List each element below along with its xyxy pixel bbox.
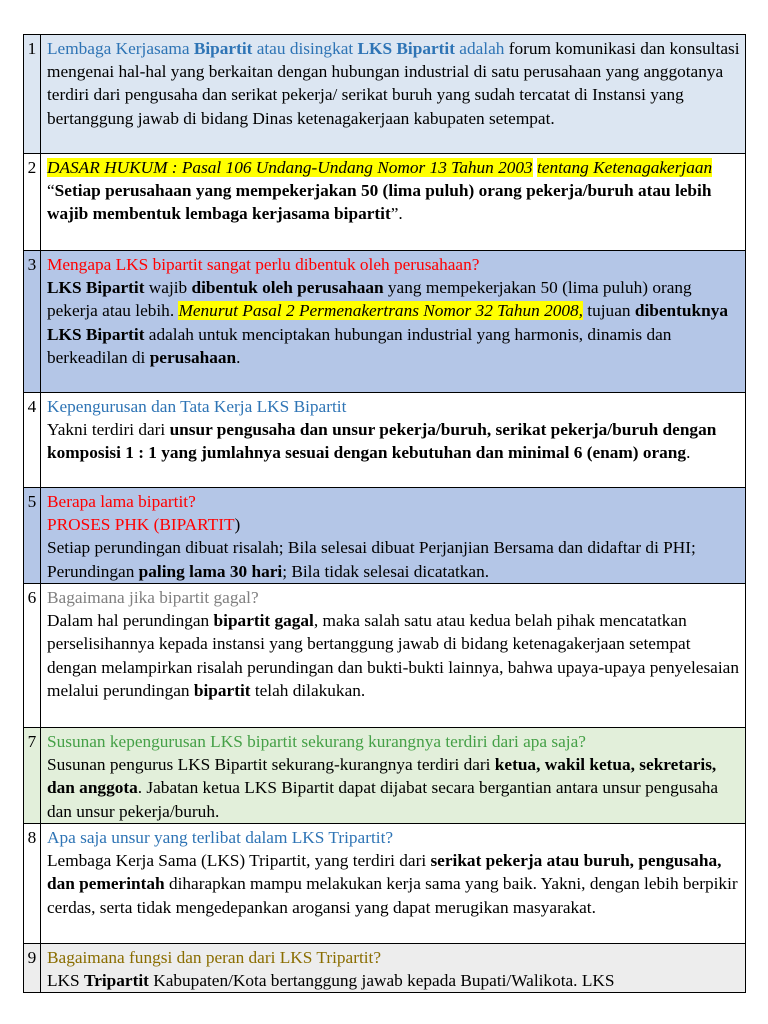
- table-row: [24, 488, 746, 584]
- row-number: 7: [24, 728, 41, 824]
- text-run: LKS Bipartit: [47, 278, 145, 298]
- row-number: 2: [24, 154, 41, 251]
- text-run: Kepengurusan dan Tata Kerja LKS Bipartit: [47, 397, 347, 416]
- text-run: . Jabatan ketua LKS Bipartit dapat dijabat secara bergantian antara unsur pengusaha dan unsur pekerja/buruh.: [47, 778, 719, 821]
- text-run: LKS: [47, 971, 84, 991]
- text-run: perusahaan: [149, 347, 237, 367]
- text-run: Bipartit: [193, 39, 253, 58]
- table-row: [24, 824, 746, 944]
- text-run: bipartit: [193, 680, 251, 700]
- row-content: [41, 488, 746, 584]
- row-number: 8: [24, 824, 41, 944]
- text-run: Tripartit: [83, 971, 149, 991]
- text-run: Apa saja unsur yang terlibat dalam LKS Tripartit?: [47, 828, 394, 847]
- text-run: yang mempekerjakan 50 (lima puluh) orang pekerja atau lebih.: [47, 278, 692, 321]
- text-run: paling lama 30 hari: [138, 561, 283, 581]
- text-run: Bagaimana jika bipartit gagal?: [47, 588, 259, 607]
- text-run: ”.: [390, 204, 403, 224]
- text-run: wajib: [144, 278, 192, 298]
- text-run: dibentuk oleh perusahaan: [191, 278, 384, 298]
- text-run: telah dilakukan.: [250, 680, 366, 700]
- row-content: [41, 944, 746, 993]
- text-run: PROSES PHK (BIPARTIT: [47, 515, 235, 535]
- table-row: [24, 35, 746, 154]
- text-run: ketua, wakil ketua, sekretaris, dan anggota: [47, 755, 717, 798]
- text-run: Dalam hal perundingan: [47, 611, 214, 631]
- row-content: [41, 35, 746, 154]
- row-number: 1: [24, 35, 41, 154]
- text-run: Kabupaten/Kota bertanggung jawab kepada Bupati/Walikota. LKS: [148, 971, 615, 991]
- table-row: [24, 251, 746, 393]
- text-run: serikat pekerja atau buruh, pengusaha, dan pemerintah: [47, 851, 722, 894]
- text-run: DASAR HUKUM : Pasal 106 Undang-Undang Nomor 13 Tahun 2003: [47, 158, 533, 177]
- row-content: [41, 584, 746, 728]
- text-run: “: [47, 181, 55, 201]
- text-run: adalah: [454, 39, 505, 58]
- text-run: forum komunikasi dan konsultasi mengenai hal-hal yang berkaitan dengan hubungan industrial di satu perusahaan yang anggotanya terdiri dari pengusaha dan serikat pekerja/ serikat buruh yang sudah tercatat di Instansi yang bertanggung jawab di bidang Dinas ketenagakerjaan kabupaten setempat.: [47, 39, 740, 128]
- text-run: Menurut Pasal 2 Permenakertrans Nomor 32 Tahun 2008,: [178, 301, 583, 321]
- row-content: [41, 251, 746, 393]
- text-run: Lembaga Kerjasama: [47, 39, 194, 58]
- text-run: , maka salah satu atau kedua belah pihak mencatatkan perselisihannya kepada instansi yang bertanggung jawab di bidang ketenagakerjaan setempat dengan melampirkan risalah perundingan dan bukti-bukti lainnya, bahwa upaya-upaya penyelesaian melalui perundingan: [47, 611, 739, 700]
- row-number: 5: [24, 488, 41, 584]
- row-number: 3: [24, 251, 41, 393]
- text-run: diharapkan mampu melakukan kerja sama yang baik. Yakni, dengan lebih berpikir cerdas, serta tidak mengedepankan arogansi yang dapat merugikan masyarakat.: [47, 874, 738, 917]
- table-row: [24, 944, 746, 993]
- table-row: [24, 154, 746, 251]
- row-number: 4: [24, 393, 41, 488]
- text-run: ): [234, 515, 241, 535]
- text-run: adalah untuk menciptakan hubungan industrial yang harmonis, dinamis dan berkeadilan di: [47, 324, 672, 367]
- text-run: dibentuknya LKS Bipartit: [47, 301, 729, 344]
- text-run: .: [686, 443, 691, 463]
- text-run: tentang Ketenagakerjaan: [536, 158, 713, 177]
- text-run: LKS Bipartit: [357, 39, 455, 58]
- text-run: Susunan kepengurusan LKS bipartit sekurang kurangnya terdiri dari apa saja?: [47, 732, 586, 751]
- text-run: Bagaimana fungsi dan peran dari LKS Tripartit?: [47, 948, 382, 967]
- table-row: [24, 393, 746, 488]
- text-run: unsur pengusaha dan unsur pekerja/buruh, serikat pekerja/buruh dengan komposisi 1 : 1 yang jumlahnya sesuai dengan kebutuhan dan minimal 6 (enam) orang: [47, 420, 717, 463]
- row-content: [41, 154, 746, 251]
- row-content: [41, 824, 746, 944]
- text-run: ; Bila tidak selesai dicatatkan.: [282, 561, 490, 581]
- row-number: 6: [24, 584, 41, 728]
- faq-table: [23, 34, 746, 993]
- text-run: Lembaga Kerja Sama (LKS) Tripartit, yang terdiri dari: [47, 851, 431, 871]
- text-run: Yakni terdiri dari: [47, 420, 170, 440]
- text-run: Berapa lama bipartit?: [47, 492, 196, 511]
- text-run: Mengapa LKS bipartit sangat perlu dibentuk oleh perusahaan?: [47, 255, 480, 274]
- text-run: atau disingkat: [252, 39, 358, 58]
- text-run: tujuan: [582, 301, 635, 321]
- table-row: [24, 584, 746, 728]
- table-row: [24, 728, 746, 824]
- text-run: .: [236, 347, 241, 367]
- row-number: 9: [24, 944, 41, 993]
- text-run: Setiap perusahaan yang mempekerjakan 50 (lima puluh) orang pekerja/buruh atau lebih wajib membentuk lembaga kerjasama bipartit: [47, 181, 712, 224]
- row-content: [41, 728, 746, 824]
- row-content: [41, 393, 746, 488]
- text-run: Setiap perundingan dibuat risalah; Bila selesai dibuat Perjanjian Bersama dan didaftar di PHI; Perundingan: [47, 538, 696, 581]
- text-run: Susunan pengurus LKS Bipartit sekurang-kurangnya terdiri dari: [47, 755, 495, 775]
- text-run: bipartit gagal: [213, 611, 314, 631]
